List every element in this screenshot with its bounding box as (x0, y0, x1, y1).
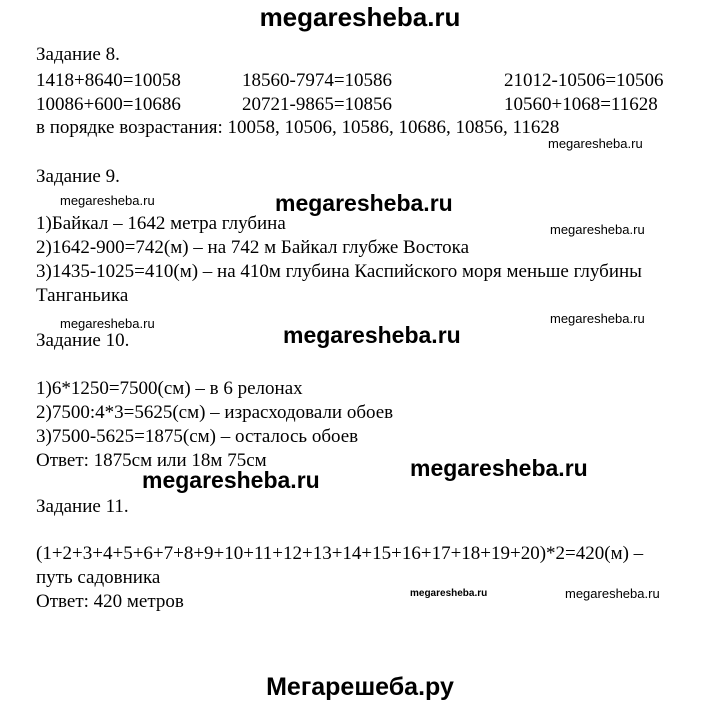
task10-line-3: 3)7500-5625=1875(см) – осталось обоев (36, 426, 359, 447)
watermark-small: megaresheba.ru (565, 586, 660, 601)
task10-answer: Ответ: 1875см или 18м 75см (36, 450, 267, 471)
task9-line-4: Танганьика (36, 285, 129, 306)
task9-line-3: 3)1435-1025=410(м) – на 410м глубина Каспийского моря меньше глубины (36, 261, 642, 282)
task11-line-2: путь садовника (36, 567, 161, 588)
task8-order-line: в порядке возрастания: 10058, 10506, 10586, 10686, 10856, 11628 (36, 117, 560, 138)
task10-line-2: 2)7500:4*3=5625(см) – израсходовали обоев (36, 402, 394, 423)
task8-row2-col1: 10086+600=10686 (36, 94, 181, 115)
watermark-small: megaresheba.ru (60, 316, 155, 331)
task11-answer: Ответ: 420 метров (36, 591, 184, 612)
watermark-large: megaresheba.ru (142, 467, 320, 493)
task8-row2-col3: 10560+1068=11628 (504, 94, 658, 115)
watermark-small: megaresheba.ru (548, 136, 643, 151)
watermark-small: megaresheba.ru (550, 222, 645, 237)
task8-row1-col2: 18560-7974=10586 (242, 70, 393, 91)
task8-title: Задание 8. (36, 44, 120, 65)
task9-line-2: 2)1642-900=742(м) – на 742 м Байкал глубже Востока (36, 237, 470, 258)
task10-line-1: 1)6*1250=7500(см) – в 6 релонах (36, 378, 303, 399)
watermark-large: megaresheba.ru (283, 322, 461, 348)
watermark-small: megaresheba.ru (550, 311, 645, 326)
watermark-large: megaresheba.ru (275, 190, 453, 216)
task8-row1-col1: 1418+8640=10058 (36, 70, 181, 91)
watermark-large: megaresheba.ru (410, 455, 588, 481)
footer-site-name: Мегарешеба.ру (266, 673, 454, 701)
task9-line-1: 1)Байкал – 1642 метра глубина (36, 213, 286, 234)
watermark-small: megaresheba.ru (60, 193, 155, 208)
task11-title: Задание 11. (36, 496, 129, 517)
task11-line-1: (1+2+3+4+5+6+7+8+9+10+11+12+13+14+15+16+17+18+19+20)*2=420(м) – (36, 543, 644, 564)
header-site-name: megaresheba.ru (259, 2, 461, 32)
task8-row2-col2: 20721-9865=10856 (242, 94, 393, 115)
task9-title: Задание 9. (36, 166, 120, 187)
task10-title: Задание 10. (36, 330, 130, 351)
watermark-tiny: megaresheba.ru (410, 588, 488, 599)
task8-row1-col3: 21012-10506=10506 (504, 70, 664, 91)
